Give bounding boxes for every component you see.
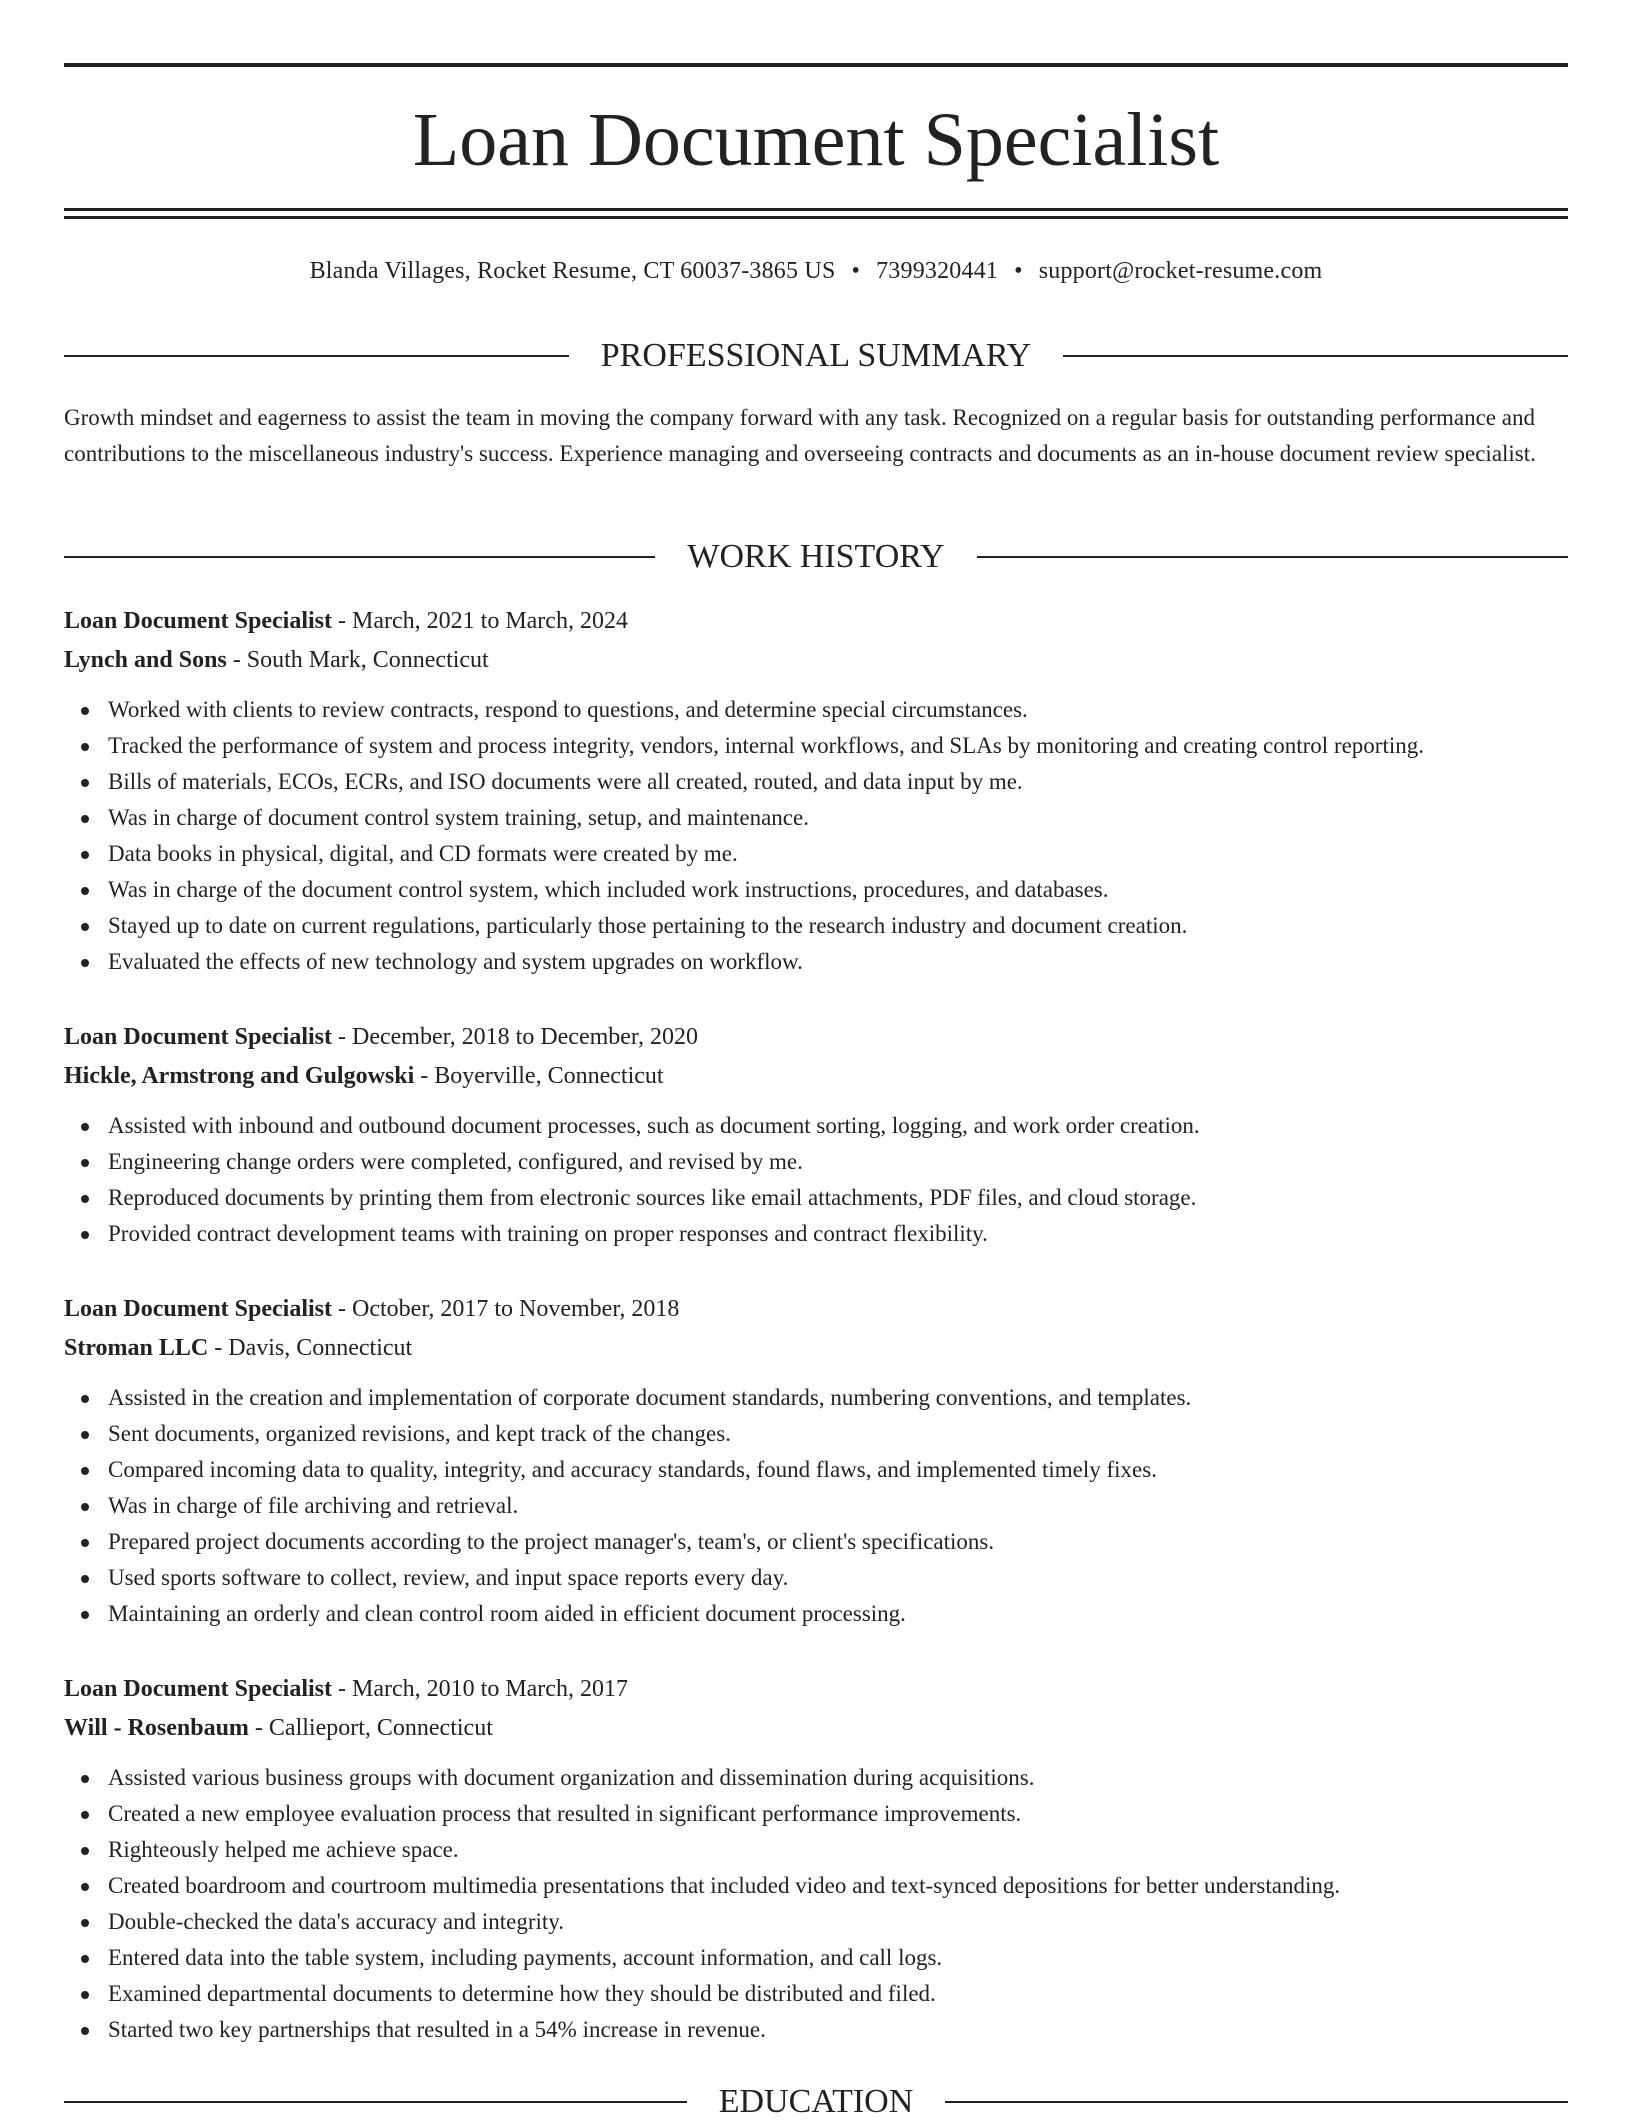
list-item: Compared incoming data to quality, integrity, and accuracy standards, found flaws, and implemented timely fixes. [108, 1452, 1568, 1488]
section-heading-work-history [64, 535, 1568, 579]
section-heading-label: WORK HISTORY [687, 538, 945, 575]
list-item: Prepared project documents according to the project manager's, team's, or client's specifications. [108, 1524, 1568, 1560]
job-bullets [64, 1108, 1568, 1252]
job-title-line [64, 1290, 1568, 1329]
job-title-line [64, 1018, 1568, 1057]
job-company: Lynch and Sons [64, 647, 227, 673]
section-heading-label: PROFESSIONAL SUMMARY [600, 337, 1032, 374]
heading-rule-left [64, 556, 655, 558]
job-title: Loan Document Specialist [64, 1296, 333, 1322]
section-heading-label: EDUCATION [718, 2083, 914, 2120]
job-entry [64, 1290, 1568, 1632]
job-company: Will - Rosenbaum [64, 1715, 249, 1741]
job-title-line [64, 1670, 1568, 1709]
contact-address: Blanda Villages, Rocket Resume, CT 60037-3865 US [309, 258, 836, 284]
list-item: Created boardroom and courtroom multimedia presentations that included video and text-synced depositions for better understanding. [108, 1868, 1568, 1904]
job-company-line [64, 641, 1568, 680]
list-item: Assisted in the creation and implementation of corporate document standards, numbering conventions, and templates. [108, 1380, 1568, 1416]
job-entry [64, 602, 1568, 980]
job-dates: - December, 2018 to December, 2020 [332, 1024, 698, 1050]
list-item: Maintaining an orderly and clean control room aided in efficient document processing. [108, 1596, 1568, 1632]
job-title: Loan Document Specialist [64, 1024, 333, 1050]
list-item: Double-checked the data's accuracy and integrity. [108, 1904, 1568, 1940]
job-company-line [64, 1057, 1568, 1096]
heading-rule-left [64, 355, 569, 357]
list-item: Reproduced documents by printing them from electronic sources like email attachments, PDF files, and cloud storage. [108, 1180, 1568, 1216]
contact-phone: 7399320441 [876, 258, 999, 284]
list-item: Was in charge of the document control system, which included work instructions, procedures, and databases. [108, 872, 1568, 908]
list-item: Provided contract development teams with training on proper responses and contract flexibility. [108, 1216, 1568, 1252]
section-heading-education [64, 2080, 1568, 2124]
job-bullets [64, 1760, 1568, 2048]
heading-rule-left [64, 2101, 687, 2103]
job-company: Hickle, Armstrong and Gulgowski [64, 1063, 415, 1089]
contact-separator: • [851, 258, 861, 284]
job-location: - Callieport, Connecticut [248, 1715, 493, 1741]
list-item: Sent documents, organized revisions, and kept track of the changes. [108, 1416, 1568, 1452]
contact-email: support@rocket-resume.com [1038, 258, 1323, 284]
job-company-line [64, 1709, 1568, 1748]
list-item: Stayed up to date on current regulations, particularly those pertaining to the research industry and document creation. [108, 908, 1568, 944]
list-item: Righteously helped me achieve space. [108, 1832, 1568, 1868]
heading-rule-right [977, 556, 1568, 558]
header-double-rule-lower [64, 216, 1568, 219]
list-item: Started two key partnerships that resulted in a 54% increase in revenue. [108, 2012, 1568, 2048]
job-entry [64, 1018, 1568, 1252]
job-company: Stroman LLC [64, 1335, 209, 1361]
list-item: Entered data into the table system, including payments, account information, and call logs. [108, 1940, 1568, 1976]
job-title: Loan Document Specialist [64, 608, 333, 634]
header-top-rule [64, 63, 1568, 67]
job-location: - South Mark, Connecticut [226, 647, 489, 673]
job-title-line [64, 602, 1568, 641]
list-item: Assisted various business groups with document organization and dissemination during acquisitions. [108, 1760, 1568, 1796]
job-bullets [64, 1380, 1568, 1632]
list-item: Data books in physical, digital, and CD formats were created by me. [108, 836, 1568, 872]
contact-line [64, 254, 1568, 288]
page-title: Loan Document Specialist [412, 98, 1220, 182]
list-item: Examined departmental documents to determine how they should be distributed and filed. [108, 1976, 1568, 2012]
list-item: Used sports software to collect, review, and input space reports every day. [108, 1560, 1568, 1596]
job-bullets [64, 692, 1568, 980]
job-entry [64, 1670, 1568, 2048]
list-item: Was in charge of document control system training, setup, and maintenance. [108, 800, 1568, 836]
list-item: Worked with clients to review contracts, respond to questions, and determine special circumstances. [108, 692, 1568, 728]
job-company-line [64, 1329, 1568, 1368]
list-item: Was in charge of file archiving and retrieval. [108, 1488, 1568, 1524]
list-item: Created a new employee evaluation process that resulted in significant performance improvements. [108, 1796, 1568, 1832]
professional-summary-text: Growth mindset and eagerness to assist the team in moving the company forward with any task. Recognized on a regular basis for outstanding performance and contributions to the miscellaneous industry's success. Experience managing and overseeing contracts and documents as an in-house document review specialist. [64, 405, 1536, 466]
header-double-rule-upper [64, 208, 1568, 211]
job-dates: - March, 2021 to March, 2024 [332, 608, 628, 634]
list-item: Assisted with inbound and outbound document processes, such as document sorting, logging, and work order creation. [108, 1108, 1568, 1144]
job-location: - Boyerville, Connecticut [414, 1063, 664, 1089]
list-item: Evaluated the effects of new technology and system upgrades on workflow. [108, 944, 1568, 980]
contact-separator: • [1014, 258, 1023, 284]
list-item: Bills of materials, ECOs, ECRs, and ISO documents were all created, routed, and data input by me. [108, 764, 1568, 800]
job-title: Loan Document Specialist [64, 1676, 333, 1702]
list-item: Engineering change orders were completed, configured, and revised by me. [108, 1144, 1568, 1180]
job-dates: - March, 2010 to March, 2017 [332, 1676, 628, 1702]
job-location: - Davis, Connecticut [208, 1335, 413, 1361]
list-item: Tracked the performance of system and process integrity, vendors, internal workflows, and SLAs by monitoring and creating control reporting. [108, 728, 1568, 764]
heading-rule-right [1063, 355, 1568, 357]
job-dates: - October, 2017 to November, 2018 [332, 1296, 680, 1322]
heading-rule-right [945, 2101, 1568, 2103]
section-heading-summary [64, 334, 1568, 378]
